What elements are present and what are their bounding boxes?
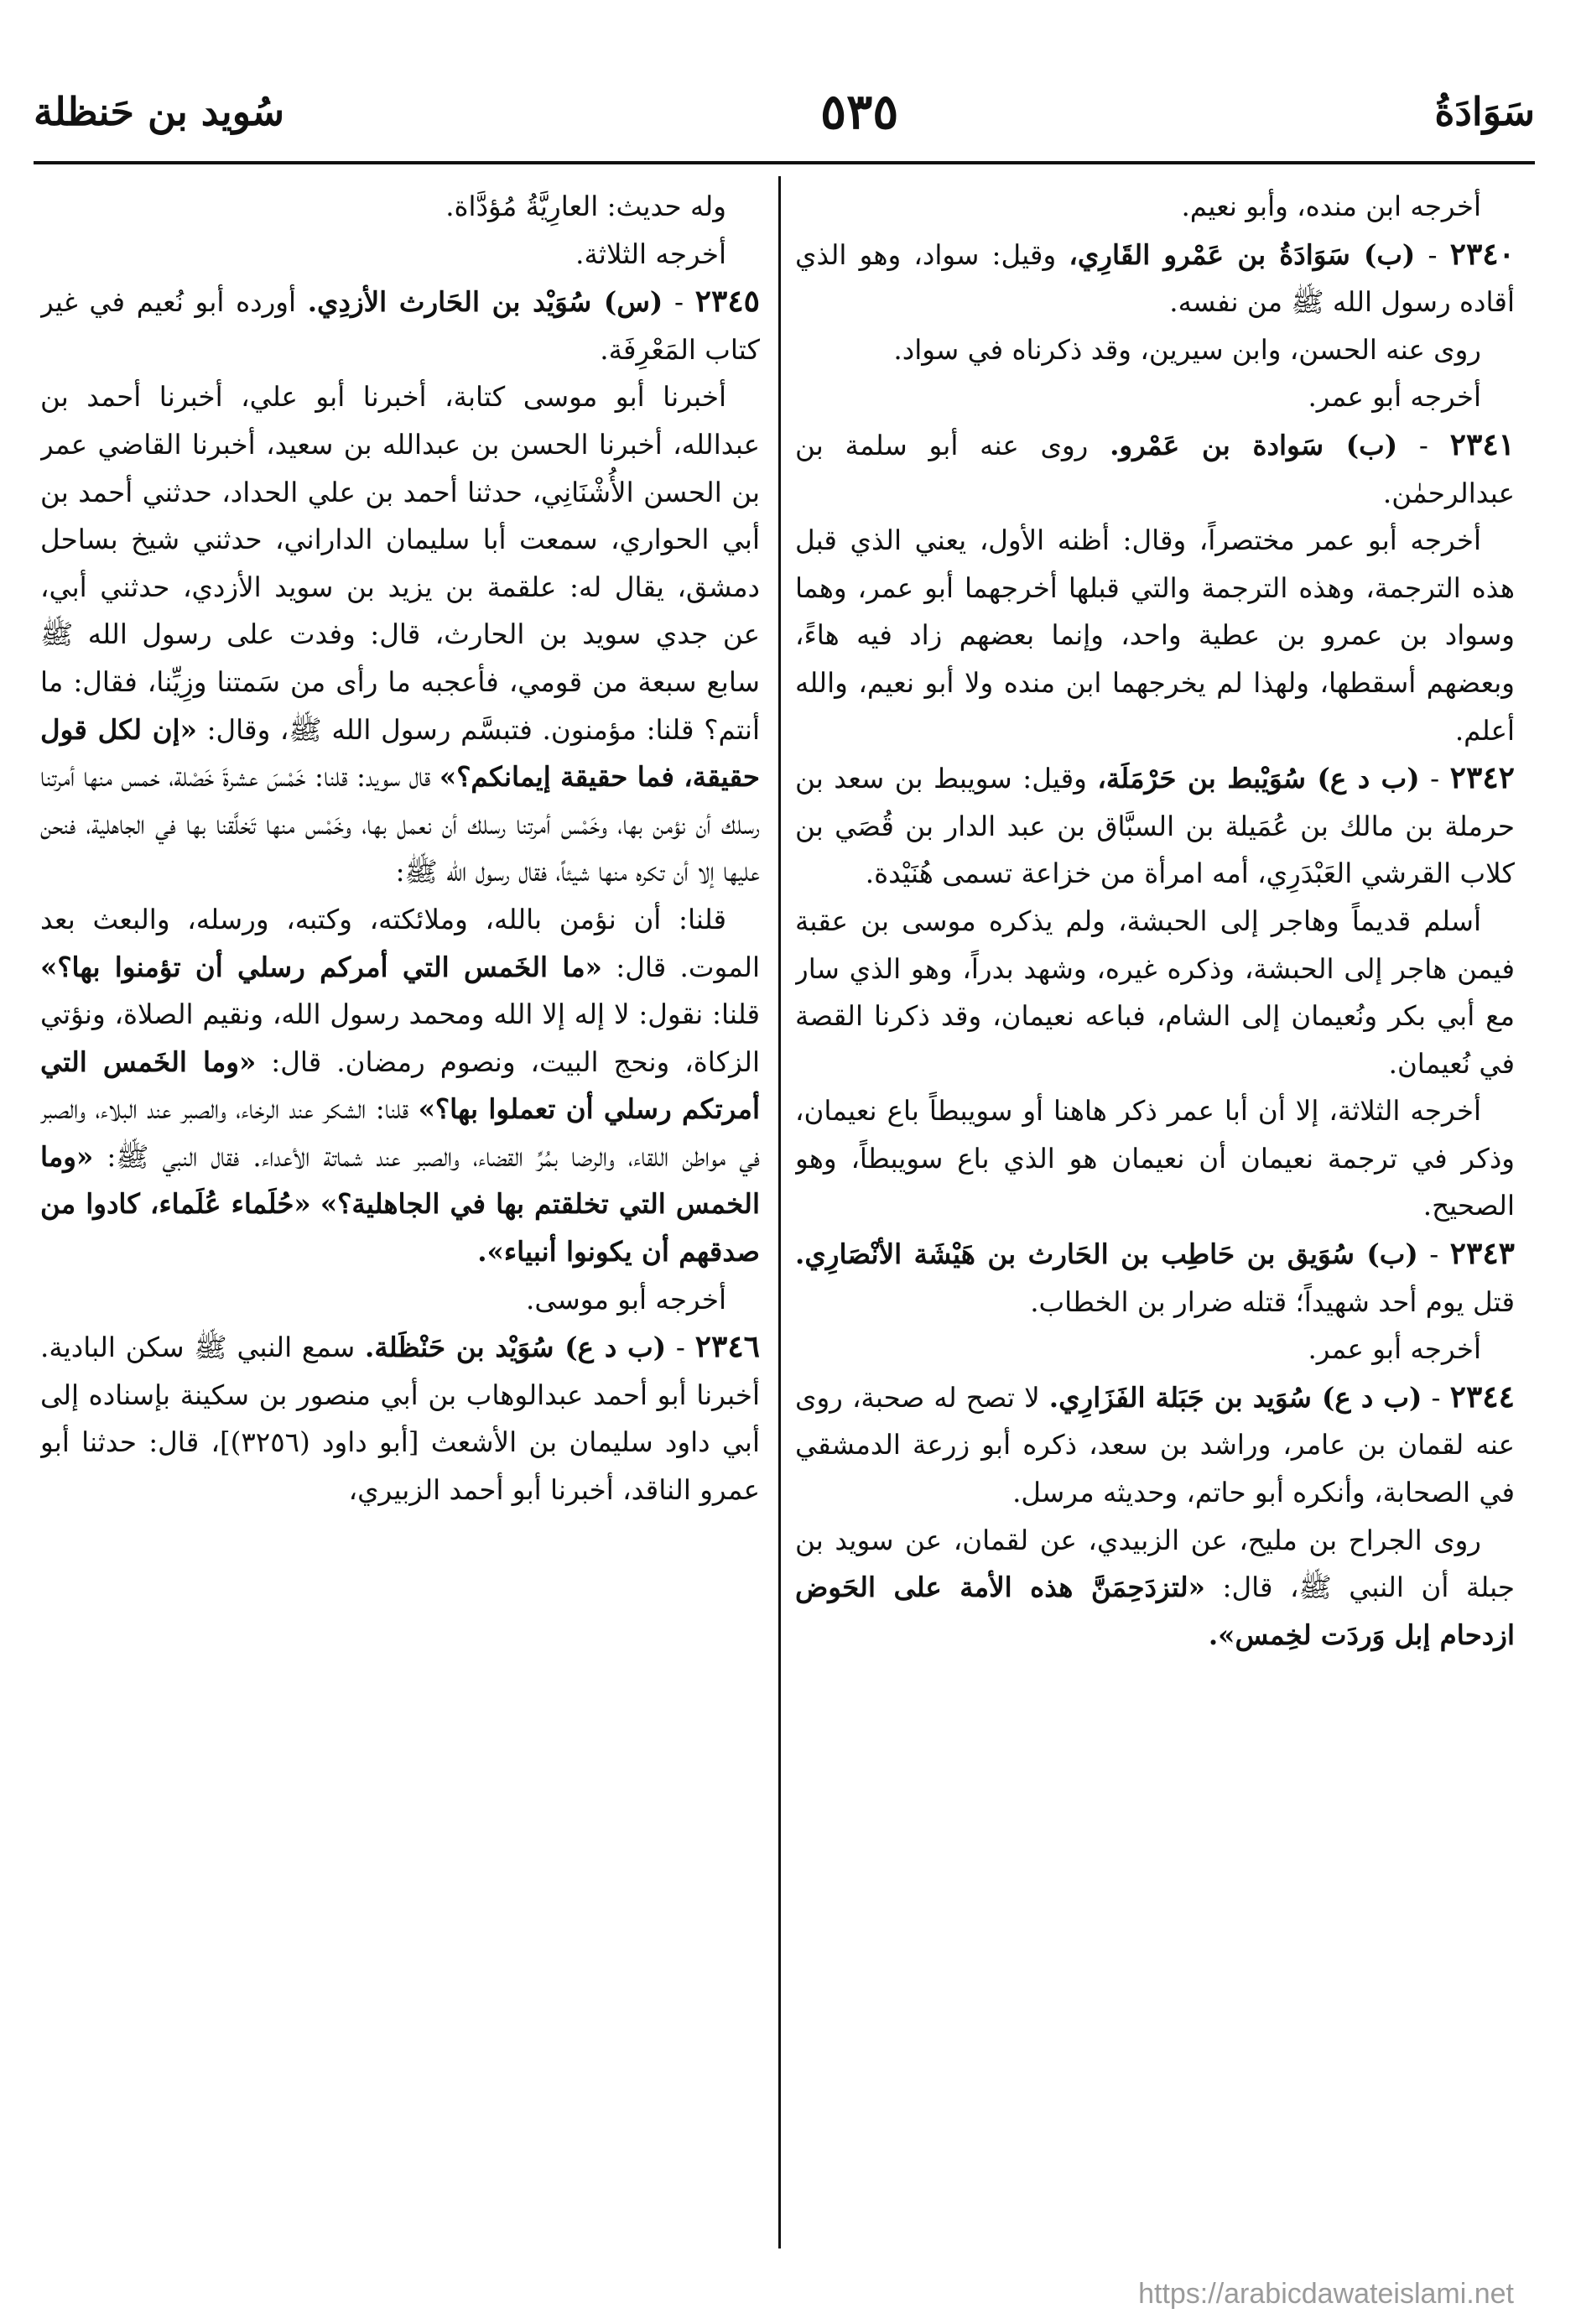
body-text: لا تصح له صحبة، روى عنه لقمان بن عامر، وراشد بن سعد، ذكره أبو زرعة الدمشقي في الصحابة، وأنكره أبو حاتم، وحديثه مرسل.	[795, 1381, 1515, 1509]
entry-paragraph: ٢٣٤٢ - (ب د ع) سُوَيْبط بن حَرْمَلَة، وقيل: سويبط بن سعد بن حرملة بن مالك بن عُمَيلة بن السبَّاق بن عبد الدار بن قُصَي بن كلاب القرشي العَبْدَرِي، أمه امرأة من خزاعة تسمى هُنَيْدة.	[795, 760, 1515, 890]
entry-title: (ب د ع) سُوَيد بن جَبَلة الفَزَارِي.	[1048, 1380, 1422, 1414]
text-paragraph	[40, 373, 760, 896]
column-divider	[778, 176, 781, 2248]
text-paragraph	[795, 1517, 1515, 1660]
entry-paragraph: ٢٣٤١ - (ب) سَوادة بن عَمْرو. روى عنه أبو سلمة بن عبدالرحمٰن.	[795, 426, 1515, 509]
hadith-quote: «وما الخمس التي تخلقتم بها في الجاهلية؟»	[40, 1139, 760, 1221]
text-paragraph	[40, 183, 760, 231]
body-text: أخرجه أبو عمر مختصراً، وقال: أظنه الأول، يعني الذي قبل هذه الترجمة، وهذه الترجمة والتي قبلها أخرجهما أبو عمر، وهما وسواد بن عمرو بن عطية واحد، وإنما بعضهم زاد فيه هاءً، وبعضهم أسقطها، ولهذا لم يخرجهما ابن منده ولا أبو نعيم، والله أعلم.	[795, 524, 1515, 747]
right-column	[795, 183, 1515, 2222]
body-text: قلنا: نقول: لا إله إلا الله ومحمد رسول الله، ونقيم الصلاة، ونؤتي الزكاة، ونحج البيت، ونصوم رمضان. قال:	[40, 998, 760, 1078]
body-text: أخرجه الثلاثة.	[575, 237, 726, 270]
entry-number: ٢٣٤٦	[694, 1329, 760, 1365]
page-header	[34, 74, 1535, 149]
body-text: أورده أبو نُعيم في غير كتاب المَعْرِفَة.	[40, 286, 760, 366]
entry-number: ٢٣٤٣	[1449, 1236, 1515, 1272]
entry-title: (ب) سَوادة بن عَمْرو.	[1110, 428, 1398, 461]
body-text: قال سويد: قلنا: خَمْسَ عشرةَ خَصْلة، خمس منها أمرتنا رسلك أن نؤمن بها، وخَمْس أمرتنا رسلك أن نعمل بها، وخَمْس منها تَخلَّقنا بها في الجاهلية، فنحن عليها إلا أن تكره منها شيئاً، فقال رسول الله ﷺ:	[40, 761, 760, 888]
entry-number: ٢٣٤٠	[1449, 236, 1515, 272]
left-column	[40, 183, 760, 2222]
body-text: أخرجه أبو موسى.	[526, 1283, 726, 1316]
entry-title: (ب د ع) سُوَيْد بن حَنْظَلة.	[365, 1331, 667, 1364]
body-text: أسلم قديماً وهاجر إلى الحبشة، ولم يذكره موسى بن عقبة فيمن هاجر إلى الحبشة، وذكره غيره، وشهد بدراً، وهو الذي سار مع أبي بكر ونُعيمان إلى الشام، فباعه نعيمان، وقد ذكرنا القصة في نُعيمان.	[795, 904, 1515, 1080]
page-number: ٥٣٥	[819, 83, 899, 140]
hadith-quote: «ما الخَمس التي أمركم رسلي أن تؤمنوا بها؟»	[40, 950, 602, 983]
text-paragraph	[795, 326, 1515, 374]
hadith-quote: «حُلَماء عُلَماء، كادوا من صدقهم أن يكونوا أنبياء».	[40, 1187, 760, 1269]
entry-number: ٢٣٤٤	[1449, 1378, 1515, 1415]
hadith-quote: «وما الخَمس التي أمرتكم رسلي أن تعملوا بها؟»	[40, 1045, 760, 1126]
text-paragraph	[40, 1276, 760, 1324]
body-text: أخرجه الثلاثة، إلا أن أبا عمر ذكر هاهنا أو سويبطاً باع نعيمان، وذكر في ترجمة نعيمان أن نعيمان هو الذي باع سويبطاً، وهو الصحيح.	[795, 1095, 1515, 1222]
body-text: روى عنه الحسن، وابن سيرين، وقد ذكرناه في سواد.	[893, 333, 1481, 366]
watermark-url: https://arabicdawateislami.net	[1138, 2278, 1514, 2310]
body-text: روى الجراح بن مليح، عن الزبيدي، عن لقمان، عن سويد بن جبلة أن النبي ﷺ، قال:	[795, 1524, 1515, 1604]
body-text: قلنا: أن نؤمن بالله، وملائكته، وكتبه، ورسله، والبعث بعد الموت. قال:	[40, 903, 760, 983]
body-text: وقيل: سويبط بن سعد بن حرملة بن مالك بن عُمَيلة بن السبَّاق بن عبد الدار بن قُصَي بن كلاب القرشي العَبْدَرِي، أمه امرأة من خزاعة تسمى هُنَيْدة.	[795, 763, 1515, 890]
body-text: أخبرنا أبو موسى كتابة، أخبرنا أبو علي، أخبرنا أحمد بن عبدالله، أخبرنا الحسن بن عبدالله بن سعيد، أخبرنا القاضي عمر بن الحسن الأُشْنَانِي، حدثنا أحمد بن علي الحداد، حدثني أحمد بن أبي الحواري، سمعت أبا سليمان الداراني، حدثني شيخ بساحل دمشق، يقال له: علقمة بن يزيد بن سويد الأزدي، حدثني أبي، عن جدي سويد بن الحارث، قال: وفدت على رسول الله ﷺ سابع سبعة من قومي، فأعجبه ما رأى من سَمتنا وزِيِّنا، فقال: ما أنتم؟ قلنا: مؤمنون. فتبسَّم رسول الله ﷺ، وقال:	[40, 381, 760, 746]
entry-title: (س) سُوَيْد بن الحَارث الأزدِي.	[307, 285, 663, 319]
body-text: أخرجه ابن منده، وأبو نعيم.	[1181, 190, 1481, 222]
entry-number: ٢٣٤١	[1449, 426, 1515, 462]
body-text: قتل يوم أحد شهيداً؛ قتله ضرار بن الخطاب.	[1030, 1285, 1515, 1318]
body-text: أخرجه أبو عمر.	[1308, 381, 1481, 414]
header-rule	[34, 161, 1535, 164]
entry-paragraph: ٢٣٤٣ - (ب) سُوَيق بن حَاطِب بن الحَارث بن هَيْشَة الأنْصَارِي. قتل يوم أحد شهيداً؛ قتله ضرار بن الخطاب.	[795, 1236, 1515, 1318]
body-text: وقيل: سواد، وهو الذي أقاده رسول الله ﷺ من نفسه.	[795, 238, 1515, 319]
text-paragraph	[795, 183, 1515, 231]
body-text: قلنا: الشكر عند الرخاء، والصبر عند البلاء، والصبر في مواطن اللقاء، والرضا بمُرِّ القضاء، والصبر عند شماتة الأعداء. فقال النبي ﷺ:	[40, 1093, 760, 1173]
text-paragraph	[795, 373, 1515, 421]
body-text: سمع النبي ﷺ سكن البادية. أخبرنا أبو أحمد عبدالوهاب بن أبي منصور بن سكينة بإسناده إلى أبي داود سليمان بن الأشعث [أبو داود (٣٢٥٦)]، قال: حدثنا أبو عمرو الناقد، أخبرنا أبو أحمد الزبيري،	[40, 1331, 760, 1507]
hadith-quote: «لتزدَحِمَنَّ هذه الأمة على الحَوض ازدحام إبل وَردَت لخِمس».	[795, 1571, 1515, 1651]
entry-paragraph: ٢٣٤٦ - (ب د ع) سُوَيْد بن حَنْظَلة. سمع النبي ﷺ سكن البادية. أخبرنا أبو أحمد عبدالوهاب بن أبي منصور بن سكينة بإسناده إلى أبي داود سليمان بن الأشعث [أبو داود (٣٢٥٦)]، قال: حدثنا أبو عمرو الناقد، أخبرنا أبو أحمد الزبيري،	[40, 1329, 760, 1507]
running-head-right: سَوَادَةُ	[1434, 89, 1535, 134]
entry-paragraph: ٢٣٤٤ - (ب د ع) سُوَيد بن جَبَلة الفَزَارِي. لا تصح له صحبة، روى عنه لقمان بن عامر، وراشد بن سعد، ذكره أبو زرعة الدمشقي في الصحابة، وأنكره أبو حاتم، وحديثه مرسل.	[795, 1378, 1515, 1509]
text-paragraph	[795, 1087, 1515, 1230]
text-paragraph	[795, 898, 1515, 1087]
entry-title: (ب د ع) سُوَيْبط بن حَرْمَلَة،	[1097, 762, 1420, 795]
body-text: روى عنه أبو سلمة بن عبدالرحمٰن.	[795, 429, 1515, 509]
entry-title: (ب) سَوَادَةُ بن عَمْرو القَارِي،	[1069, 237, 1416, 271]
text-paragraph	[40, 231, 760, 279]
running-head-left: سُويد بن حَنظلة	[34, 89, 285, 134]
entry-number: ٢٣٤٢	[1449, 760, 1515, 796]
entry-title: (ب) سُوَيق بن حَاطِب بن الحَارث بن هَيْشَة الأنْصَارِي.	[795, 1238, 1418, 1271]
text-paragraph	[795, 517, 1515, 754]
hadith-quote: «إن لكل قول حقيقة، فما حقيقة إيمانكم؟»	[40, 712, 760, 794]
entry-paragraph: ٢٣٤٠ - (ب) سَوَادَةُ بن عَمْرو القَارِي، وقيل: سواد، وهو الذي أقاده رسول الله ﷺ من نفسه.	[795, 236, 1515, 319]
body-text: أخرجه أبو عمر.	[1308, 1333, 1481, 1366]
text-paragraph	[795, 1326, 1515, 1373]
entry-number: ٢٣٤٥	[694, 284, 760, 320]
text-paragraph	[40, 896, 760, 1276]
entry-paragraph: ٢٣٤٥ - (س) سُوَيْد بن الحَارث الأزدِي. أورده أبو نُعيم في غير كتاب المَعْرِفَة.	[40, 284, 760, 366]
body-text: وله حديث: العارِيَّةُ مُؤدَّاة.	[445, 190, 726, 222]
